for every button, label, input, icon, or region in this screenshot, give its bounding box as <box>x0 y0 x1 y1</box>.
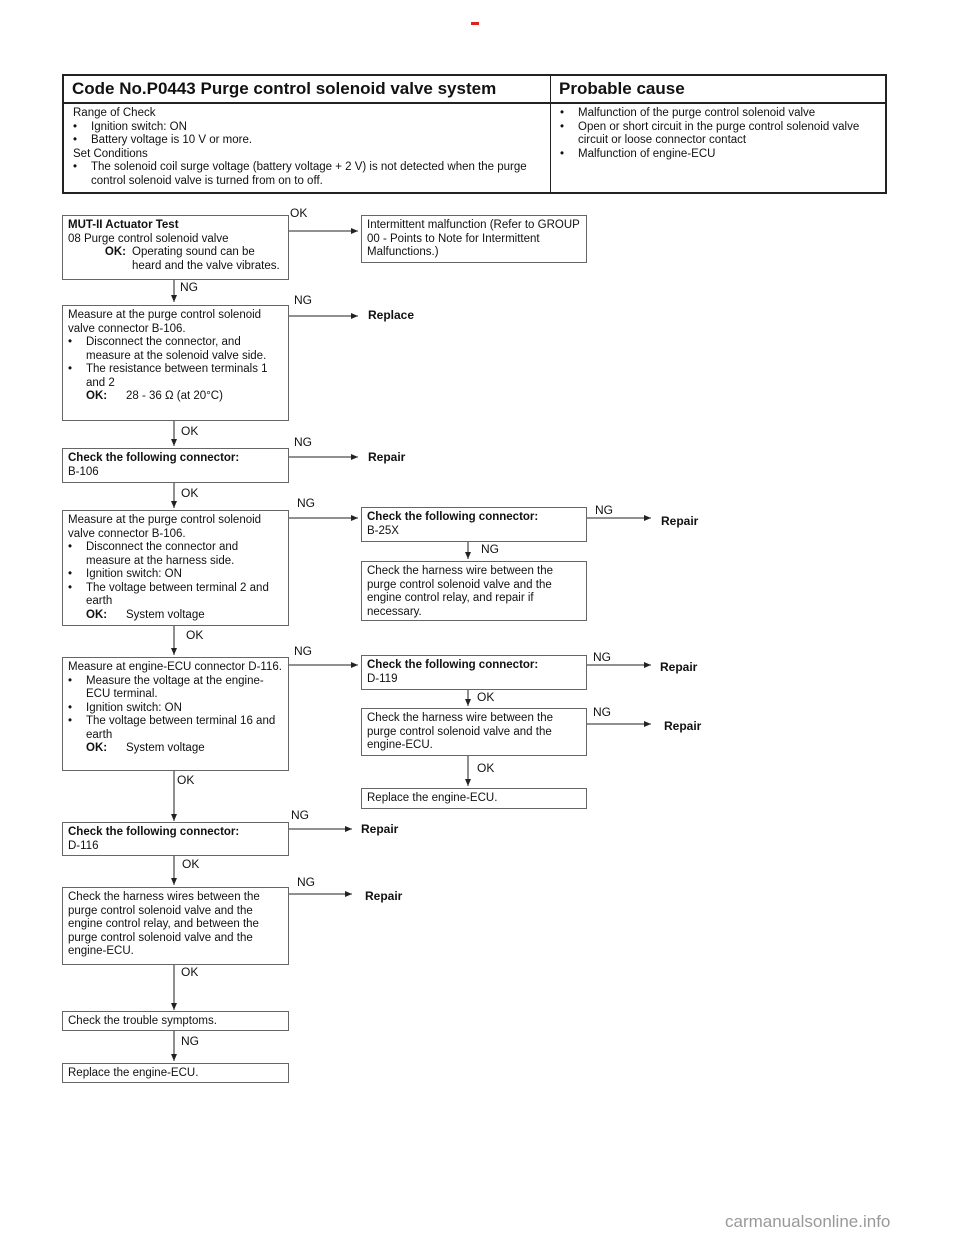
cause-item: • Malfunction of the purge control solenoid valve <box>560 107 816 119</box>
step-voltage-d116: Measure at engine-ECU connector D-116. • Measure the voltage at the engine-ECU terminal. • Ignition switch: ON • The voltage between terminal 16 and earth OK: System voltage <box>62 657 289 771</box>
step-connector-b106: Check the following connector: B-106 <box>62 448 289 483</box>
label-ok: OK <box>477 690 495 704</box>
set-item: • The solenoid coil surge voltage (battery voltage + 2 V) is not detected when the purge control solenoid valve is turned from on to off. <box>73 161 527 187</box>
label-ng: NG <box>291 808 309 822</box>
action-repair: Repair <box>365 889 403 903</box>
action-repair: Repair <box>664 719 702 733</box>
label-ok: OK <box>186 628 204 642</box>
step-connector-d116: Check the following connector: D-116 <box>62 822 289 856</box>
step-replace-ecu-right: Replace the engine-ECU. <box>361 788 587 809</box>
label-ng: NG <box>294 435 312 449</box>
step-harness-ecu: Check the harness wire between the purge control solenoid valve and the engine-ECU. <box>361 708 587 756</box>
label-ng: NG <box>181 1034 199 1048</box>
action-replace: Replace <box>368 308 415 322</box>
label-ng: NG <box>294 293 312 307</box>
step-replace-ecu: Replace the engine-ECU. <box>62 1063 289 1083</box>
cause-item: • Malfunction of engine-ECU <box>560 147 716 160</box>
action-repair: Repair <box>368 450 406 464</box>
label-ok: OK <box>181 486 199 500</box>
watermark: carmanualsonline.info <box>725 1212 891 1231</box>
range-item: • Ignition switch: ON <box>73 120 187 133</box>
range-item: • Battery voltage is 10 V or more. <box>73 134 253 146</box>
step-voltage-b106: Measure at the purge control solenoid valve connector B-106. • Disconnect the connector and measure at the harness side. • Ignition switch: ON • The voltage between terminal 2 and earth OK: System voltage <box>62 510 289 626</box>
set-heading: Set Conditions <box>73 147 148 160</box>
step-actuator-test: MUT-II Actuator Test 08 Purge control solenoid valve OK: Operating sound can be heard and the valve vibrates. <box>62 215 289 280</box>
label-ng: NG <box>481 542 499 556</box>
label-ng: NG <box>297 875 315 889</box>
range-heading: Range of Check <box>73 107 156 119</box>
label-ng: NG <box>593 705 611 719</box>
code-title: Code No.P0443 Purge control solenoid valve system <box>63 75 551 103</box>
label-ok: OK <box>477 761 495 775</box>
label-ng: NG <box>180 280 198 294</box>
step-harness-relay: Check the harness wire between the purge control solenoid valve and the engine control relay, and repair if necessary. <box>361 561 587 621</box>
cause-item: • Open or short circuit in the purge control solenoid valve circuit or loose connector contact <box>560 120 860 146</box>
step-resistance-check: Measure at the purge control solenoid valve connector B-106. • Disconnect the connector, and measure at the solenoid valve side. • The resistance between terminals 1 and 2 OK: 28 - 36 Ω (at 20°C) <box>62 305 289 421</box>
step-connector-d119: Check the following connector: D-119 <box>361 655 587 690</box>
label-ok: OK <box>182 857 200 871</box>
action-repair: Repair <box>660 660 698 674</box>
label-ok: OK <box>181 965 199 979</box>
label-ok: OK <box>177 773 195 787</box>
step-harness-wires: Check the harness wires between the purge control solenoid valve and the engine control relay, and between the purge control solenoid valve and the engine-ECU. <box>62 887 289 965</box>
cause-header: Probable cause <box>551 75 887 103</box>
step-connector-b25x: Check the following connector: B-25X <box>361 507 587 542</box>
label-ng: NG <box>294 644 312 658</box>
label-ok: OK <box>290 206 308 220</box>
action-repair: Repair <box>661 514 699 528</box>
label-ng: NG <box>595 503 613 517</box>
step-intermittent-malfunction: Intermittent malfunction (Refer to GROUP 00 - Points to Note for Intermittent Malfunctions.) <box>361 215 587 263</box>
label-ng: NG <box>297 496 315 510</box>
label-ng: NG <box>593 650 611 664</box>
action-repair: Repair <box>361 822 399 836</box>
step-trouble-symptoms: Check the trouble symptoms. <box>62 1011 289 1031</box>
label-ok: OK <box>181 424 199 438</box>
